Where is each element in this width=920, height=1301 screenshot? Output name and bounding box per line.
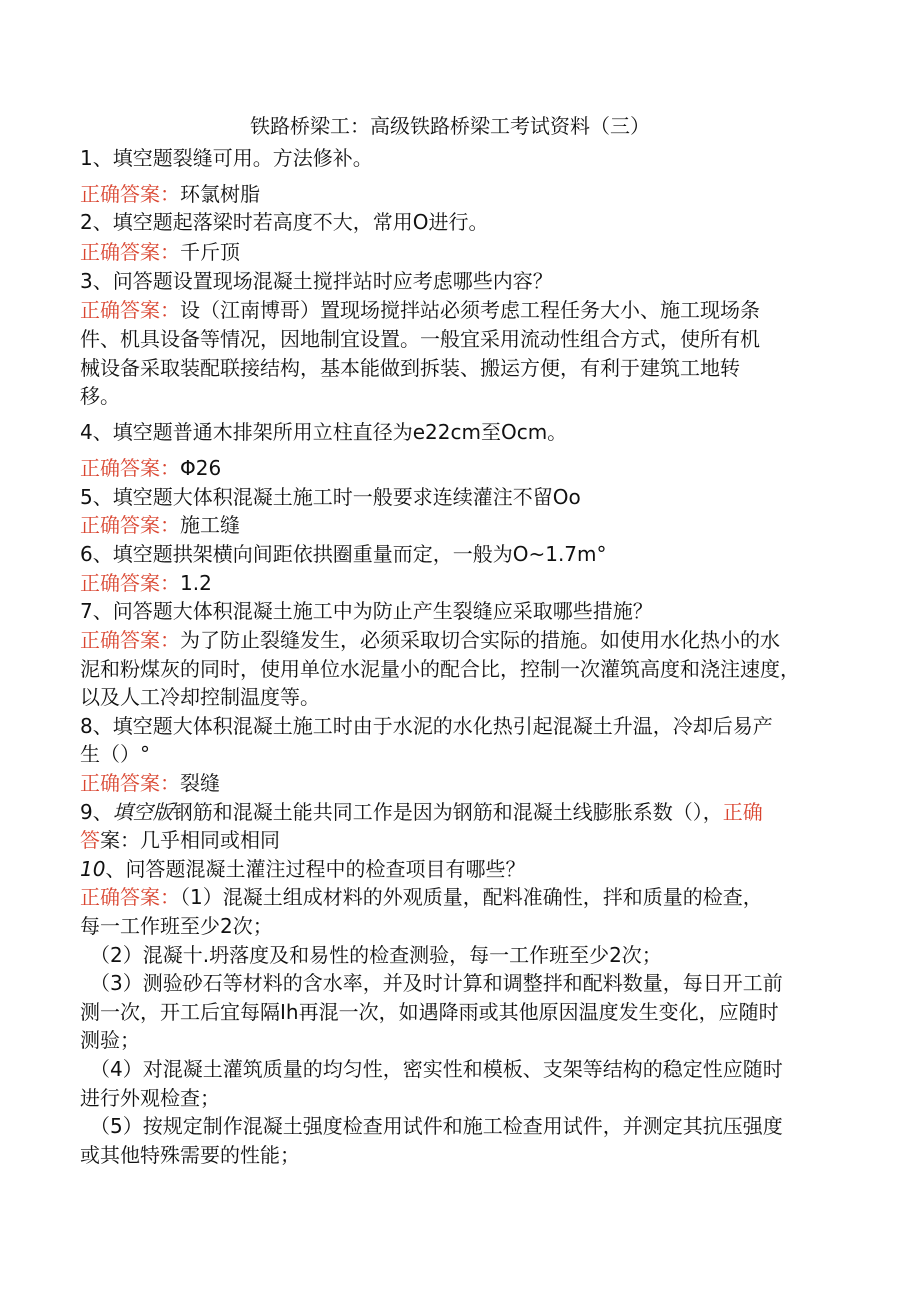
answer-label-part: 答	[80, 828, 100, 852]
answer-9	[80, 826, 280, 854]
question-9	[80, 798, 763, 826]
question-text: 钢筋和混凝土能共同工作是因为钢筋和混凝土线膨胀系数（），	[172, 800, 723, 824]
answer-label: 正确答案：	[80, 628, 180, 652]
answer-label-part: 案：	[100, 828, 140, 852]
question-3: 3、问答题设置现场混凝土搅拌站时应考虑哪些内容？	[80, 269, 553, 293]
answer-10-item-2: （2）混凝十.坍落度及和易性的检查测验，每一工作班至少2次；	[90, 943, 662, 967]
answer-label: 正确答案：	[80, 885, 180, 909]
answer-6	[80, 569, 212, 597]
question-4: 4、填空题普通木排架所用立柱直径为e22cm至Ocm。	[80, 420, 568, 444]
question-6: 6、填空题拱架横向间距依拱圈重量而定，一般为O~1.7m°	[80, 542, 607, 566]
answer-1	[80, 180, 260, 208]
answer-10-item-3-line-2: 测一次，开工后宜每隔Ih再混一次，如遇降雨或其他原因温度发生变化，应随时	[80, 1000, 779, 1024]
answer-10-item-3-line-1: （3）测验砂石等材料的含水率，并及时计算和调整拌和配料数量，每日开工前	[90, 971, 783, 995]
answer-label: 正确答案：	[80, 771, 180, 795]
answer-10-item-4-line-1: （4）对混凝土灌筑质量的均匀性，密实性和模板、支架等结构的稳定性应随时	[90, 1057, 783, 1081]
answer-3-line-4: 移。	[80, 384, 120, 408]
question-type: 填空版	[112, 800, 173, 824]
answer-2	[80, 238, 240, 266]
answer-text: 1.2	[180, 571, 212, 595]
answer-text: 为了防止裂缝发生，必须采取切合实际的措施。如使用水化热小的水	[180, 628, 780, 652]
answer-4	[80, 454, 221, 482]
answer-label: 正确答案：	[80, 298, 180, 322]
question-text: 、问答题混凝土灌注过程中的检查项目有哪些？	[105, 857, 526, 881]
answer-label-part: 正确	[722, 800, 763, 824]
answer-3-line-2: 件、机具设备等情况，因地制宜设置。一般宜采用流动性组合方式，使所有机	[80, 327, 760, 351]
document-title: 铁路桥梁工：高级铁路桥梁工考试资料（三）	[250, 114, 650, 138]
answer-7-line-1	[80, 626, 780, 654]
answer-text: Φ26	[180, 456, 222, 480]
answer-text: 施工缝	[180, 513, 240, 537]
answer-5	[80, 511, 240, 539]
question-1: 1、填空题裂缝可用。方法修补。	[80, 146, 373, 170]
answer-7-line-2: 泥和粉煤灰的同时，使用单位水泥量小的配合比，控制一次灌筑高度和浇注速度，	[80, 657, 800, 681]
answer-10-line-2: 每一工作班至少2次；	[80, 914, 273, 938]
answer-label: 正确答案：	[80, 513, 180, 537]
answer-label: 正确答案：	[80, 182, 180, 206]
answer-text: 几乎相同或相同	[140, 828, 280, 852]
answer-10-item-5-line-1: （5）按规定制作混凝土强度检查用试件和施工检查用试件，并测定其抗压强度	[90, 1114, 783, 1138]
answer-3-line-1	[80, 296, 760, 324]
answer-text: 环氯树脂	[180, 182, 260, 206]
question-2: 2、填空题起落梁时若高度不大，常用O进行。	[80, 210, 489, 234]
question-number: 9、	[80, 800, 113, 824]
question-5: 5、填空题大体积混凝土施工时一般要求连续灌注不留Oo	[80, 485, 581, 509]
answer-7-line-3: 以及人工冷却控制温度等。	[80, 685, 320, 709]
answer-10-item-4-line-2: 进行外观检查；	[80, 1086, 220, 1110]
answer-label: 正确答案：	[80, 240, 180, 264]
answer-8	[80, 769, 220, 797]
answer-text: 千斤顶	[180, 240, 240, 264]
answer-3-line-3: 械设备采取装配联接结构，基本能做到拆装、搬运方便，有利于建筑工地转	[80, 356, 740, 380]
question-10	[80, 855, 525, 883]
question-7: 7、问答题大体积混凝土施工中为防止产生裂缝应采取哪些措施？	[80, 599, 653, 623]
question-8-line-1: 8、填空题大体积混凝土施工时由于水泥的水化热引起混凝土升温，冷却后易产	[80, 714, 773, 738]
answer-text: （1）混凝土组成材料的外观质量，配料准确性，拌和质量的检查，	[180, 885, 763, 909]
answer-10-line-1	[80, 883, 763, 911]
answer-text: 设（江南博哥）置现场搅拌站必须考虑工程任务大小、施工现场条	[180, 298, 760, 322]
answer-text: 裂缝	[180, 771, 220, 795]
answer-10-item-5-line-2: 或其他特殊需要的性能；	[80, 1143, 300, 1167]
question-number: 10	[80, 857, 106, 881]
question-8-line-2: 生（）°	[80, 742, 150, 766]
answer-label: 正确答案：	[80, 571, 180, 595]
answer-label: 正确答案：	[80, 456, 180, 480]
answer-10-item-3-line-3: 测验；	[80, 1028, 140, 1052]
